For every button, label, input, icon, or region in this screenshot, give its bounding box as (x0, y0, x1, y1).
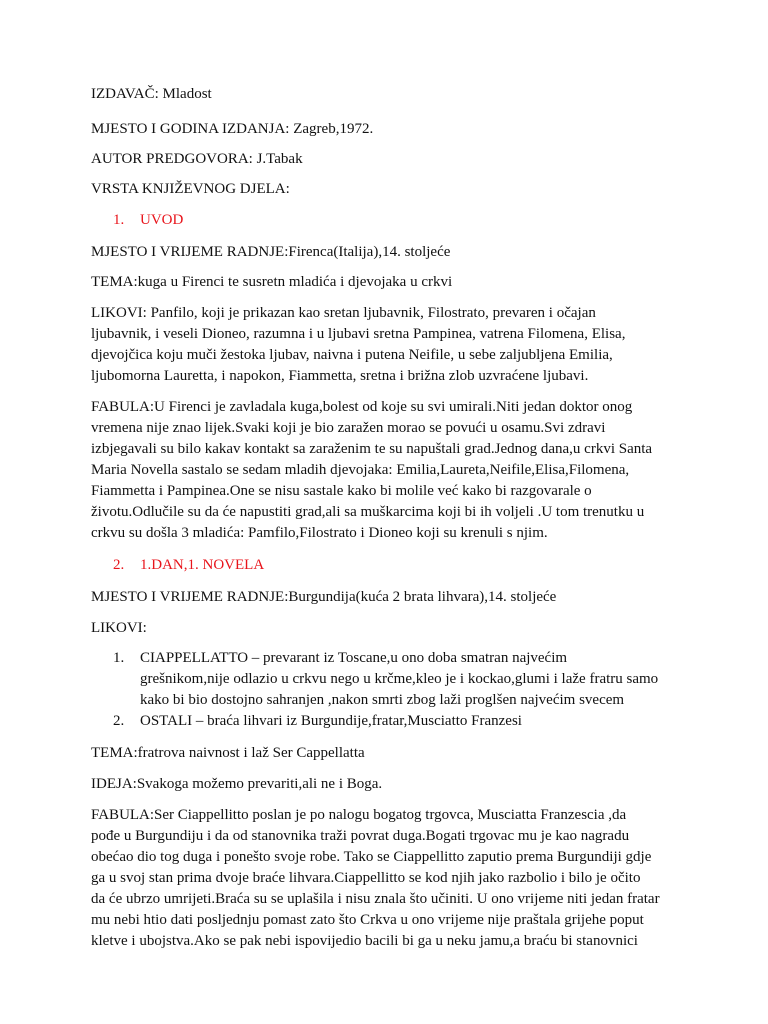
section1-fabula-line: Fiammetta i Pampinea.One se nisu sastale kako bi molile već kako bi razgovarale o (91, 483, 592, 499)
section2-fabula-line: pođe u Burgundiju i da od stanovnika traži povrat duga.Bogati trgovac mu je kao nagradu (91, 828, 630, 844)
vrsta-line: VRSTA KNJIŽEVNOG DJELA: (91, 181, 290, 197)
section1-fabula-line: crkvu su došla 3 mladića: Pamfilo,Filostrato i Dioneo koji su krenuli s njim. (91, 525, 548, 541)
section1-fabula-line: izbjegavali su bilo kakav kontakt sa zaraženim te su napuštali grad.Jednog dana,u crkvi Santa (91, 441, 653, 457)
section1-mjesto-vrijeme: MJESTO I VRIJEME RADNJE:Firenca(Italija),14. stoljeće (91, 244, 451, 260)
section2-number: 2. (113, 557, 125, 573)
section1-fabula-line: vremena nije znao lijek.Svaki koji je bio zaražen morao se povući u osamu.Svi zdravi (91, 420, 606, 436)
list-item-number: 2. (113, 713, 125, 729)
section1-number: 1. (113, 212, 125, 228)
section2-fabula-line: da će ubrzo umrijeti.Braća su se uplašila i nisu znala što učiniti. U ono vrijeme niti jedan fratar (91, 891, 660, 907)
section1-heading: UVOD (140, 212, 184, 228)
mjesto-godina-line: MJESTO I GODINA IZDANJA: Zagreb,1972. (91, 121, 374, 137)
autor-predgovora-line: AUTOR PREDGOVORA: J.Tabak (91, 151, 303, 167)
section1-likovi-line: ljubavnik, i veseli Dioneo, razumna i u ljubavi sretna Pampinea, vatrena Filomena, Elisa, (91, 326, 626, 342)
list-item-line: OSTALI – braća lihvari iz Burgundije,fratar,Musciatto Franzesi (140, 713, 522, 729)
section1-fabula-line: FABULA:U Firenci je zavladala kuga,bolest od koje su svi umirali.Niti jedan doktor onog (91, 399, 633, 415)
section2-fabula-line: mu nebi htio dati posljednju pomast zato što Crkva u ono vrijeme nije praštala grijehe poput (91, 912, 644, 928)
izdavac-line: IZDAVAČ: Mladost (91, 86, 212, 102)
section1-likovi-line: LIKOVI: Panfilo, koji je prikazan kao sretan ljubavnik, Filostrato, prevaren i očajan (91, 305, 596, 321)
list-item-number: 1. (113, 650, 125, 666)
section2-ideja: IDEJA:Svakoga možemo prevariti,ali ne i Boga. (91, 776, 383, 792)
section2-fabula-line: FABULA:Ser Ciappellitto poslan je po nalogu bogatog trgovca, Musciatta Franzescia ,da (91, 807, 627, 823)
section1-likovi-line: ljubomorna Lauretta, i napokon, Fiammetta, sretna i brižna zlob uzvraćene ljubavi. (91, 368, 589, 384)
section1-fabula-line: životu.Odlučile su da će napustiti grad,ali sa muškarcima koji bi ih voljeli .U tom trenutku u (91, 504, 645, 520)
list-item-line: CIAPPELLATTO – prevarant iz Toscane,u ono doba smatran najvećim (140, 650, 568, 666)
section2-tema: TEMA:fratrova naivnost i laž Ser Cappellatta (91, 745, 365, 761)
section1-tema: TEMA:kuga u Firenci te susretn mladića i djevojaka u crkvi (91, 274, 453, 290)
list-item-line: kako bi bio dostojno sahranjen ,nakon smrti zbog laži proglšen najvećim svecem (140, 692, 625, 708)
list-item-line: grešnikom,nije odlazio u crkvu nego u krčme,kleo je i kockao,glumi i laže fratru samo (140, 671, 659, 687)
section2-fabula-line: ga u svoj stan prima dvoje braće lihvara.Ciappellitto se kod njih jako razbolio i bilo je očito (91, 870, 641, 886)
section2-heading: 1.DAN,1. NOVELA (140, 557, 265, 573)
section1-fabula-line: Maria Novella sastalo se sedam mladih djevojaka: Emilia,Laureta,Neifile,Elisa,Filomena, (91, 462, 630, 478)
section2-fabula-line: kletve i ubojstva.Ako se pak nebi ispovijedio bacili bi ga u neku jamu,a braću bi stanovnici (91, 933, 638, 949)
section2-fabula-line: obećao dio tog duga i ponešto svoje robe. Tako se Ciappellitto zaputio prema Burgundiji gdje (91, 849, 652, 865)
section1-likovi-line: djevojčica koju muči žestoka ljubav, naivna i putena Neifile, u sebe zaljubljena Emilia, (91, 347, 613, 363)
section2-likovi-label: LIKOVI: (91, 620, 147, 636)
section2-mjesto-vrijeme: MJESTO I VRIJEME RADNJE:Burgundija(kuća 2 brata lihvara),14. stoljeće (91, 589, 557, 605)
